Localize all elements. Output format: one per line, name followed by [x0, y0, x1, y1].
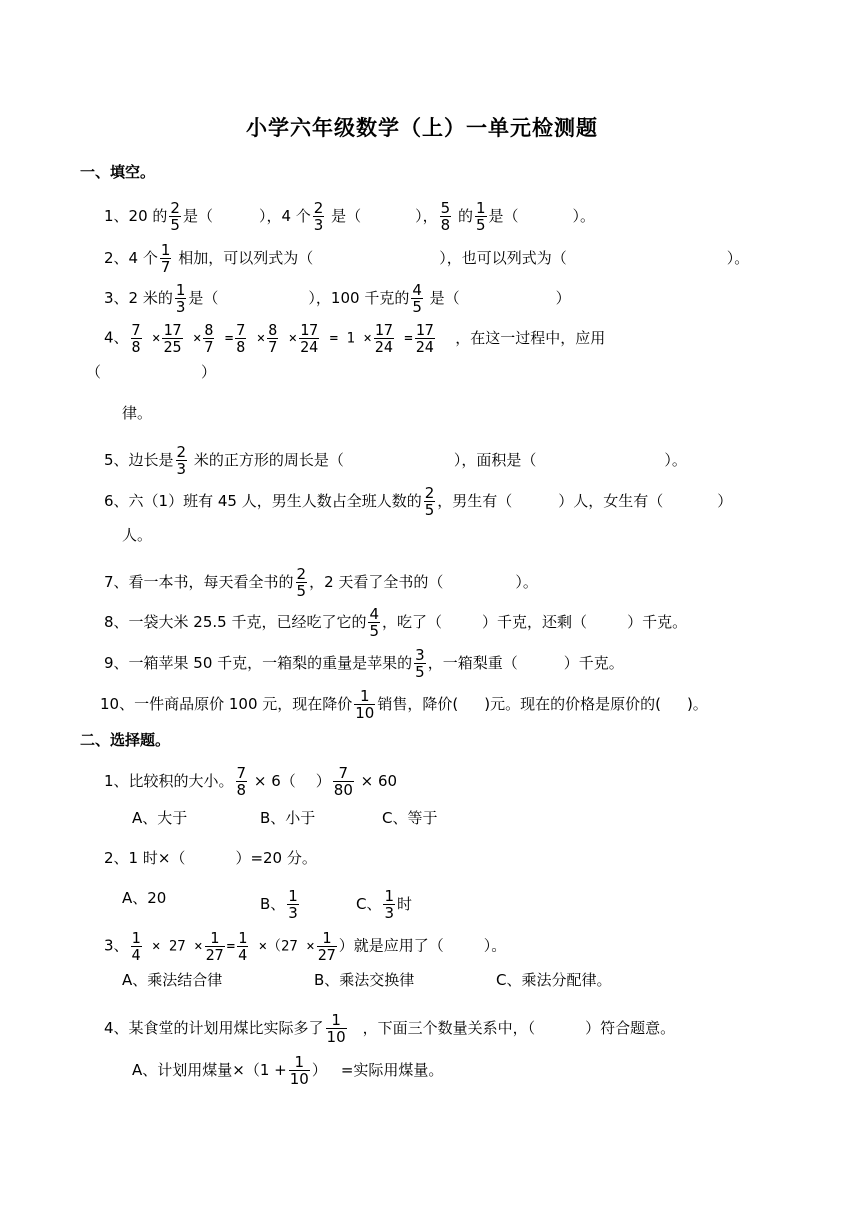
fraction: $\frac{1}{10}$ [289, 1053, 309, 1088]
fraction: $\frac{3}{5}$ [415, 646, 425, 681]
fraction: $\frac{1}{5}$ [475, 199, 486, 234]
option-2-2-c: C、 $\frac{1}{3}$ 时 [356, 887, 413, 922]
question-1-9: 9、一箱苹果 50 千克，一箱梨的重量是苹果的 $\frac{3}{5}$ ，一箱梨重（ ）千克。 [104, 646, 624, 681]
option-2-3-a: A、乘法结合律 [122, 971, 223, 989]
fraction: $\frac{1}{10}$ [326, 1011, 346, 1046]
fraction: $\frac{1}{27}$ [205, 929, 224, 964]
fraction: $\frac{7}{8}$ [131, 321, 141, 356]
question-1-5: 5、边长是 $\frac{2}{3}$ 米的正方形的周长是（ ），面积是（ ）。 [104, 443, 687, 478]
fraction: $\frac{4}{5}$ [369, 605, 380, 640]
question-2-1: 1、比较积的大小。 $\frac{7}{8}$ × 6（ ） $\frac{7}{80}$ × 60 [104, 764, 398, 799]
question-2-2: 2、1 时×（ ）=20 分。 [104, 849, 317, 867]
section-heading-fill-in: 一、填空。 [80, 163, 156, 181]
fraction: $\frac{1}{7}$ [160, 241, 171, 276]
option-2-4-a: A、计划用煤量×（1 + $\frac{1}{10}$ ） =实际用煤量。 [132, 1053, 444, 1088]
option-2-1-c: C、等于 [382, 809, 438, 827]
page-title: 小学六年级数学（上）一单元检测题 [246, 116, 598, 140]
fraction: $\frac{1}{3}$ [288, 887, 298, 922]
question-1-3: 3、2 米的 $\frac{1}{3}$ 是（ ），100 千克的 $\frac{4}{5}$ 是（ ） [104, 281, 571, 316]
question-1-7: 7、看一本书，每天看全书的 $\frac{2}{5}$ ，2 天看了全书的（ ）。 [104, 565, 538, 600]
fraction: $\frac{17}{24}$ [300, 321, 319, 356]
question-1-10: 10、一件商品原价 100 元，现在降价 $\frac{1}{10}$ 销售，降价( )元。现在的价格是原价的( )。 [100, 687, 708, 722]
question-1-8: 8、一袋大米 25.5 千克，已经吃了它的 $\frac{4}{5}$ ，吃了（ ）千克，还剩（ ）千克。 [104, 605, 688, 640]
fraction: $\frac{17}{24}$ [415, 321, 434, 356]
question-1-2: 2、4 个 $\frac{1}{7}$ 相加，可以列式为（ ），也可以列式为（ ）。 [104, 241, 750, 276]
fraction: $\frac{2}{5}$ [170, 199, 180, 234]
question-1-4-tail: 律。 [122, 404, 153, 422]
fraction: $\frac{5}{8}$ [440, 199, 451, 234]
question-2-3: 3、 $\frac{1}{4}$ × 27 × $\frac{1}{27}$ = $\frac{1}{4}$ ×（27 × $\frac{1}{27}$ ）就是应用了（ ）。 [104, 929, 507, 964]
fraction: $\frac{2}{3}$ [176, 443, 187, 478]
fraction: $\frac{7}{8}$ [236, 764, 247, 799]
fraction: $\frac{8}{7}$ [268, 321, 278, 356]
fraction: $\frac{17}{24}$ [374, 321, 393, 356]
fraction: $\frac{7}{80}$ [333, 764, 353, 799]
fraction: $\frac{1}{3}$ [175, 281, 186, 316]
option-2-3-c: C、乘法分配律。 [496, 971, 612, 989]
fraction: $\frac{2}{3}$ [313, 199, 324, 234]
option-2-3-b: B、乘法交换律 [314, 971, 415, 989]
fraction: $\frac{1}{4}$ [238, 929, 248, 964]
option-2-2-a: A、20 [122, 889, 167, 907]
question-1-4: 4、 $\frac{7}{8}$ × $\frac{17}{25}$ × $\frac{8}{7}$ = $\frac{7}{8}$ × $\frac{8}{7}$ × $\frac{17}{24}$ = 1 × $\frac{17}{24}$ = $\frac{17}{24}$ ，在这一过程中，应用 [104, 321, 606, 356]
fraction: $\frac{1}{27}$ [317, 929, 336, 964]
section-heading-multiple-choice: 二、选择题。 [80, 731, 171, 749]
question-1-4-blank: （ ） [86, 363, 217, 381]
fraction: $\frac{17}{25}$ [163, 321, 182, 356]
option-2-1-b: B、小于 [260, 809, 316, 827]
question-1-6: 6、六（1）班有 45 人，男生人数占全班人数的 $\frac{2}{5}$ ，男生有（ ）人，女生有（ ） [104, 484, 733, 519]
question-1-6-tail: 人。 [122, 526, 153, 544]
option-2-1-a: A、大于 [132, 809, 188, 827]
fraction: $\frac{7}{8}$ [236, 321, 246, 356]
fraction: $\frac{4}{5}$ [412, 281, 422, 316]
fraction: $\frac{2}{5}$ [296, 565, 307, 600]
fraction: $\frac{1}{4}$ [131, 929, 141, 964]
fraction: $\frac{2}{5}$ [424, 484, 435, 519]
question-1-1: 1、20 的 $\frac{2}{5}$ 是（ ），4 个 $\frac{2}{3}$ 是（ ）， $\frac{5}{8}$ 的 $\frac{1}{5}$ 是（ ）。 [104, 199, 596, 234]
question-2-4: 4、某食堂的计划用煤比实际多了 $\frac{1}{10}$ ，下面三个数量关系中，（ ）符合题意。 [104, 1011, 676, 1046]
fraction: $\frac{1}{3}$ [384, 887, 395, 922]
option-2-2-b: B、 $\frac{1}{3}$ [260, 887, 298, 922]
fraction: $\frac{8}{7}$ [204, 321, 214, 356]
fraction: $\frac{1}{10}$ [355, 687, 375, 722]
